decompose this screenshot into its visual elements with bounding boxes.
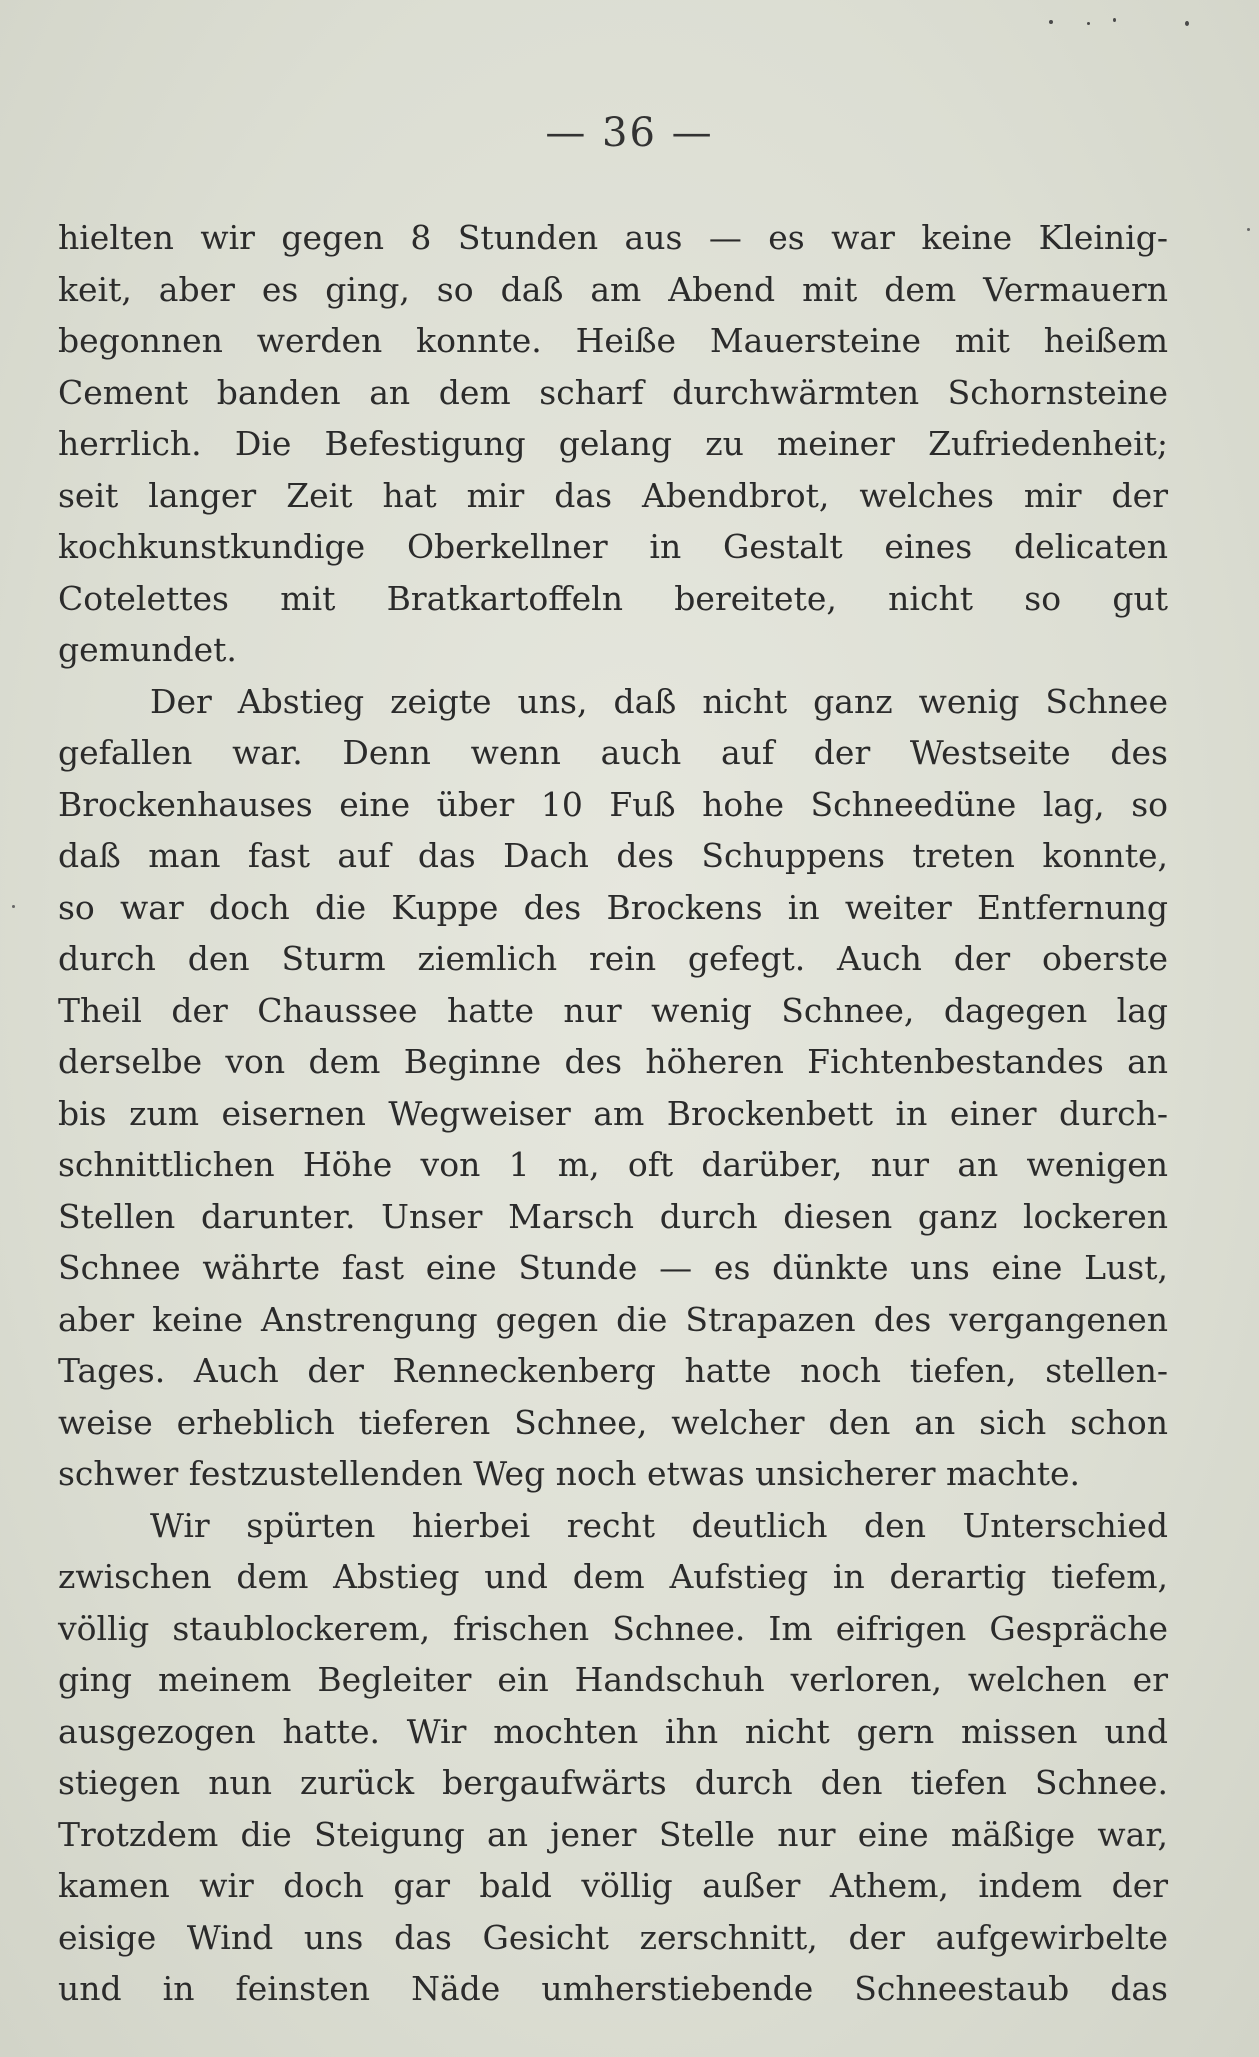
margin-mark [12, 905, 15, 908]
text-line: Brockenhauses eine über 10 Fuß hohe Schneedüne lag, so [58, 784, 1168, 824]
text-line: Tages. Auch der Renneckenberg hatte noch tiefen, stellen- [58, 1351, 1168, 1390]
text-line: Cotelettes mit Bratkartoffeln bereitete, nicht so gut [58, 578, 1168, 618]
text-line: völlig staublockerem, frischen Schnee. Im eifrigen Gespräche [58, 1608, 1168, 1648]
text-line: kochkunstkundige Oberkellner in Gestalt eines delicaten [58, 527, 1168, 566]
paragraph-start-line: Wir spürten hierbei recht deutlich den Unterschied [150, 1505, 1168, 1545]
text-line: und in feinsten Näde umherstiebende Schneestaub das [58, 1969, 1168, 2008]
text-line: ausgezogen hatte. Wir mochten ihn nicht gern missen und [58, 1711, 1168, 1751]
text-line: schwer festzustellenden Weg noch etwas unsicherer machte. [58, 1454, 1080, 1493]
text-line: gemundet. [58, 630, 237, 669]
text-line: seit langer Zeit hat mir das Abendbrot, welches mir der [58, 475, 1168, 515]
page-number: — 36 — [545, 110, 714, 156]
text-line: Theil der Chaussee hatte nur wenig Schnee, dagegen lag [58, 990, 1168, 1030]
text-line: gefallen war. Denn wenn auch auf der Westseite des [58, 733, 1168, 772]
text-line: Stellen darunter. Unser Marsch durch diesen ganz lockeren [58, 1196, 1168, 1236]
margin-mark [1247, 228, 1250, 231]
text-line: ging meinem Begleiter ein Handschuh verloren, welchen er [58, 1660, 1168, 1699]
text-line: durch den Sturm ziemlich rein gefegt. Auch der oberste [58, 939, 1168, 978]
text-line: Schnee währte fast eine Stunde — es dünkte uns eine Lust, [58, 1248, 1168, 1287]
text-line: aber keine Anstrengung gegen die Strapazen des vergangenen [58, 1299, 1168, 1339]
text-line: keit, aber es ging, so daß am Abend mit dem Vermauern [58, 269, 1168, 309]
text-line: Trotzdem die Steigung an jener Stelle nur eine mäßige war, [58, 1814, 1168, 1854]
text-line: derselbe von dem Beginne des höheren Fichtenbestandes an [58, 1042, 1168, 1081]
text-line: kamen wir doch gar bald völlig außer Athem, indem der [58, 1866, 1168, 1905]
text-line: zwischen dem Abstieg und dem Aufstieg in derartig tiefem, [58, 1557, 1168, 1596]
text-line: weise erheblich tieferen Schnee, welcher den an sich schon [58, 1402, 1168, 1442]
paper-specks [1009, 12, 1229, 42]
text-line: eisige Wind uns das Gesicht zerschnitt, der aufgewirbelte [58, 1917, 1168, 1957]
text-line: daß man fast auf das Dach des Schuppens treten konnte, [58, 836, 1168, 875]
text-line: schnittlichen Höhe von 1 m, oft darüber, nur an wenigen [58, 1145, 1168, 1184]
body-text [58, 212, 1168, 2015]
text-line: Cement banden an dem scharf durchwärmten Schornsteine [58, 372, 1168, 412]
text-line: begonnen werden konnte. Heiße Mauersteine mit heißem [58, 321, 1168, 360]
paragraph-start-line: Der Abstieg zeigte uns, daß nicht ganz wenig Schnee [150, 681, 1168, 721]
text-line: hielten wir gegen 8 Stunden aus — es war keine Kleinig- [58, 218, 1168, 257]
text-line: stiegen nun zurück bergaufwärts durch den tiefen Schnee. [58, 1763, 1168, 1802]
text-line: bis zum eisernen Wegweiser am Brockenbett in einer durch- [58, 1093, 1168, 1133]
text-line: so war doch die Kuppe des Brockens in weiter Entfernung [58, 887, 1168, 927]
text-line: herrlich. Die Befestigung gelang zu meiner Zufriedenheit; [58, 424, 1168, 463]
